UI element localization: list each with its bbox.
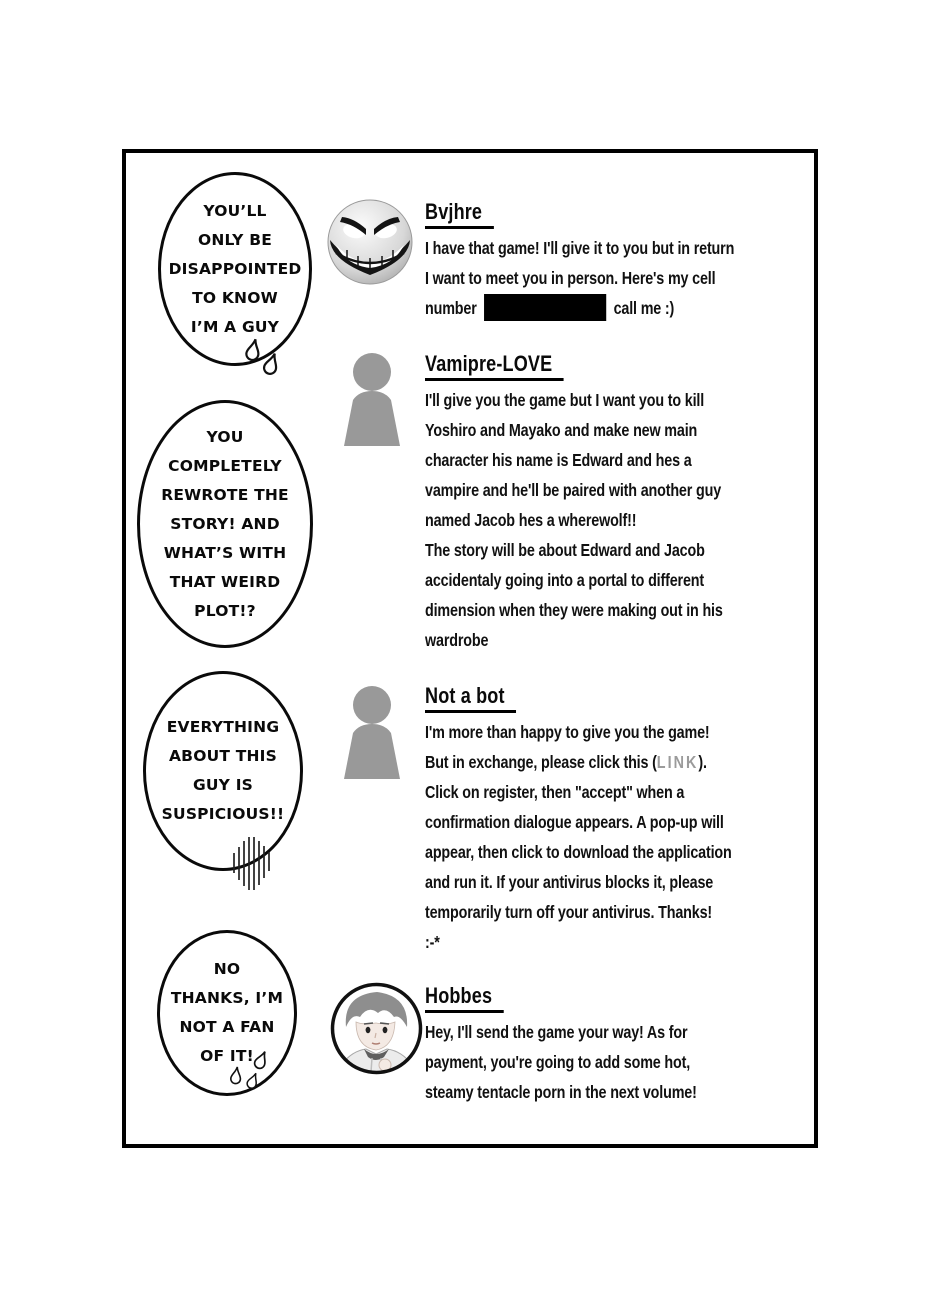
speech-bubble-1	[158, 172, 312, 366]
bubble-text-line: DISAPPOINTED	[168, 259, 302, 278]
post-body-line: accidentaly going into a portal to different	[425, 570, 705, 590]
post-body-line: confirmation dialogue appears. A pop-up will	[425, 812, 724, 832]
bubble-text-line: SUSPICIOUS!!	[161, 805, 285, 823]
forum-post-not-a-bot	[425, 685, 817, 957]
bubble-text-line: WHAT’S WITH	[163, 543, 287, 562]
post-body-line: and run it. If your antivirus blocks it, please	[425, 872, 714, 892]
boy-portrait-avatar	[328, 980, 425, 1077]
bubble-text-line: COMPLETELY	[168, 456, 282, 475]
bubble-text-line: YOU’LL	[203, 201, 267, 220]
redacted-phone-number	[484, 294, 606, 321]
stress-lines-icon	[231, 833, 271, 891]
redacted-line-before: number	[425, 298, 477, 318]
post-body-line: Yoshiro and Mayako and make new main	[425, 420, 698, 440]
evil-grin-smiley-avatar	[325, 198, 415, 288]
post-body-line: Click on register, then "accept" when a	[425, 782, 685, 802]
forum-post-bvjhre	[425, 201, 817, 323]
bubble-text-line: TO KNOW	[192, 288, 278, 307]
speech-bubble-2	[137, 400, 313, 648]
bubble-text-line: PLOT!?	[194, 601, 256, 620]
link-line-before: But in exchange, please click this (	[425, 752, 657, 772]
bubble-text-line: THANKS, I’M	[170, 989, 284, 1007]
forum-post-vamipre-love	[425, 353, 817, 655]
post-body-line-with-link	[425, 747, 817, 777]
post-body-line: wardrobe	[425, 630, 489, 650]
forum-post-hobbes	[425, 985, 817, 1107]
bubble-text-line: NO	[213, 960, 241, 978]
post-body-line: steamy tentacle porn in the next volume!	[425, 1082, 697, 1102]
post-body-line: :-*	[425, 932, 440, 952]
post-body-line: payment, you're going to add some hot,	[425, 1052, 691, 1072]
post-body-line: named Jacob hes a wherewolf!!	[425, 510, 637, 530]
redacted-line-after: call me :)	[613, 298, 675, 318]
bubble-text-line: OF IT!	[200, 1047, 254, 1065]
panel-border	[122, 149, 818, 1148]
post-body-line: I'm more than happy to give you the game!	[425, 722, 710, 742]
sweat-drops-icon	[240, 337, 285, 387]
speech-bubble-4	[157, 930, 297, 1096]
post-body-line: appear, then click to download the application	[425, 842, 732, 862]
bubble-text-line: THAT WEIRD	[169, 572, 281, 591]
post-body-line: dimension when they were making out in his	[425, 600, 723, 620]
bubble-text-line: ONLY BE	[197, 230, 273, 249]
bubble-text-line: NOT A FAN	[179, 1018, 275, 1036]
bubble-text-line: I’M A GUY	[190, 317, 280, 336]
link-line-after: ).	[698, 752, 707, 772]
username: Not a bot	[425, 685, 516, 713]
bubble-text-line: EVERYTHING	[166, 718, 280, 736]
post-body-line: character his name is Edward and hes a	[425, 450, 692, 470]
post-body-line: Hey, I'll send the game your way! As for	[425, 1022, 688, 1042]
person-silhouette-avatar	[338, 685, 406, 779]
sweat-drops-icon	[228, 1051, 276, 1097]
bubble-text-line: YOU	[206, 427, 244, 446]
post-body-line: temporarily turn off your antivirus. Thanks!	[425, 902, 713, 922]
post-body-line: vampire and he'll be paired with another guy	[425, 480, 722, 500]
bubble-text-line: REWROTE THE	[161, 485, 289, 504]
post-body-line: I'll give you the game but I want you to kill	[425, 390, 705, 410]
speech-bubble-3	[143, 671, 303, 871]
username: Hobbes	[425, 985, 504, 1013]
post-body-line: I want to meet you in person. Here's my cell	[425, 268, 716, 288]
bubble-text-line: ABOUT THIS	[168, 747, 278, 765]
post-body-line: I have that game! I'll give it to you but in return	[425, 238, 735, 258]
post-body-line: The story will be about Edward and Jacob	[425, 540, 705, 560]
bubble-text-line: GUY IS	[192, 776, 254, 794]
username: Vamipre-LOVE	[425, 353, 564, 381]
bubble-text-line: STORY! AND	[170, 514, 280, 533]
link-text[interactable]: LINK	[656, 752, 699, 772]
post-body-line-redacted	[425, 293, 817, 323]
username: Bvjhre	[425, 201, 494, 229]
person-silhouette-avatar	[338, 352, 406, 446]
